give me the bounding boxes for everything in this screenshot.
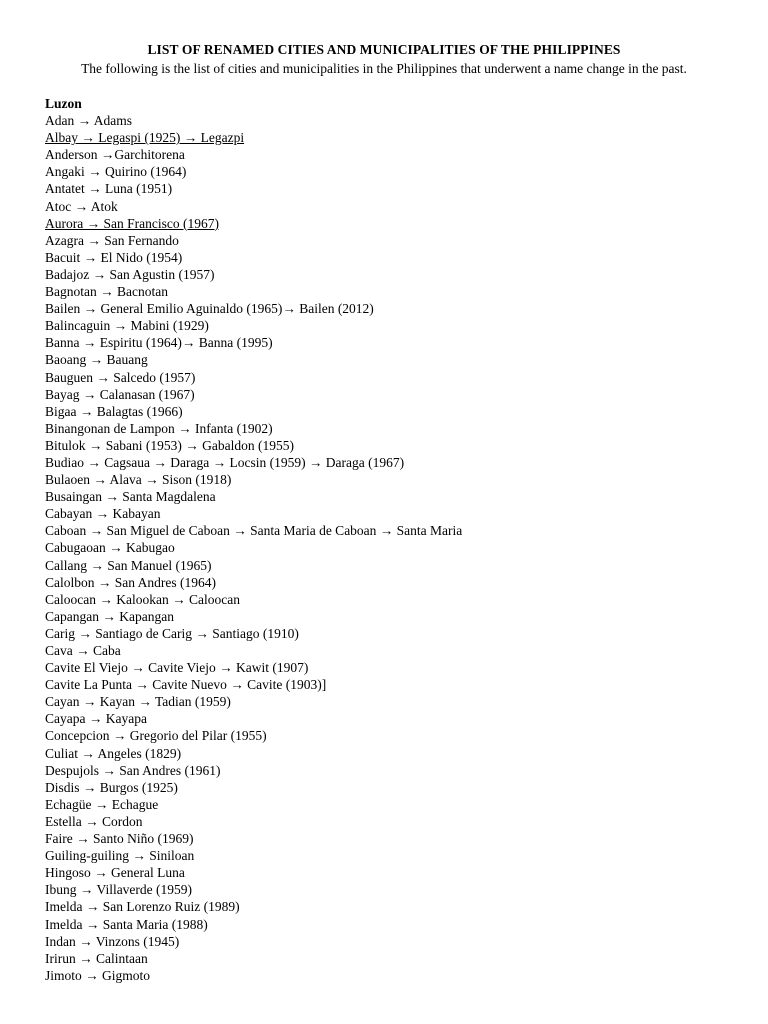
- document-title: LIST OF RENAMED CITIES AND MUNICIPALITIES OF THE PHILIPPINES: [147, 42, 621, 57]
- rename-entry: Badajoz → San Agustin (1957): [45, 266, 215, 282]
- rename-entry[interactable]: Aurora → San Francisco (1967): [45, 215, 219, 231]
- intro-paragraph: The following is the list of cities and municipalities in the Philippines that underwent a name change in the past.: [81, 61, 687, 76]
- rename-entry: Callang → San Manuel (1965): [45, 557, 212, 573]
- rename-entry: Bauguen → Salcedo (1957): [45, 369, 196, 385]
- rename-entry: Cabugaoan → Kabugao: [45, 540, 175, 556]
- rename-entry: Baoang → Bauang: [45, 352, 148, 368]
- rename-entry: Despujols → San Andres (1961): [45, 762, 221, 778]
- luzon-section: [0, 95, 768, 984]
- rename-entry: Anderson →Garchitorena: [45, 147, 185, 163]
- rename-entry: Cayapa → Kayapa: [45, 711, 147, 727]
- rename-entry: Antatet → Luna (1951): [45, 181, 173, 197]
- rename-entry: Estella → Cordon: [45, 813, 143, 829]
- rename-entry: Cava → Caba: [45, 643, 121, 658]
- rename-entry: Bagnotan → Bacnotan: [45, 284, 168, 300]
- rename-entry: Azagra → San Fernando: [45, 232, 179, 248]
- rename-entry: Hingoso → General Luna: [45, 865, 185, 881]
- rename-entry: Cayan → Kayan → Tadian (1959): [45, 694, 231, 710]
- rename-entry: Imelda → San Lorenzo Ruiz (1989): [45, 899, 240, 915]
- rename-entry: Ibung → Villaverde (1959): [45, 882, 193, 898]
- rename-entry: Jimoto → Gigmoto: [45, 967, 151, 983]
- rename-entry: Atoc → Atok: [45, 198, 118, 214]
- rename-entry: Busaingan → Santa Magdalena: [45, 489, 216, 505]
- rename-entry: Guiling-guiling → Siniloan: [45, 848, 195, 864]
- rename-entry: Bacuit → El Nido (1954): [45, 249, 183, 265]
- rename-entry: Disdis → Burgos (1925): [45, 779, 178, 795]
- rename-entry: Concepcion → Gregorio del Pilar (1955): [45, 728, 267, 744]
- rename-entry: Bulaoen → Alava → Sison (1918): [45, 472, 232, 488]
- rename-entry: Bayag → Calanasan (1967): [45, 386, 195, 402]
- rename-entry: Caloocan → Kalookan → Caloocan: [45, 591, 240, 607]
- rename-entry: Caboan → San Miguel de Caboan → Santa Maria de Caboan → Santa Maria: [45, 523, 463, 539]
- rename-entry: Budiao → Cagsaua → Daraga → Locsin (1959) → Daraga (1967): [45, 454, 405, 470]
- rename-entry: Calolbon → San Andres (1964): [45, 574, 216, 590]
- rename-entry: Carig → Santiago de Carig → Santiago (1910): [45, 625, 299, 641]
- rename-entry: Balincaguin → Mabini (1929): [45, 318, 209, 334]
- rename-list: [45, 112, 768, 984]
- rename-entry: Banna → Espiritu (1964)→ Banna (1995): [45, 335, 273, 351]
- rename-entry: Echagüe → Echague: [45, 796, 159, 812]
- section-heading: Luzon: [45, 96, 82, 111]
- rename-entry: Cavite La Punta → Cavite Nuevo → Cavite (1903)]: [45, 677, 327, 693]
- rename-entry: Capangan → Kapangan: [45, 608, 174, 624]
- rename-entry: Bailen → General Emilio Aguinaldo (1965)→ Bailen (2012): [45, 301, 374, 317]
- rename-entry: Faire → Santo Niño (1969): [45, 831, 194, 847]
- rename-entry: Angaki → Quirino (1964): [45, 164, 187, 180]
- rename-entry: Bigaa → Balagtas (1966): [45, 403, 183, 419]
- rename-entry: Binangonan de Lampon → Infanta (1902): [45, 420, 273, 436]
- rename-entry: Adan → Adams: [45, 113, 132, 129]
- rename-entry: Irirun → Calintaan: [45, 950, 148, 966]
- rename-entry: Culiat → Angeles (1829): [45, 745, 182, 761]
- rename-entry: Cavite El Viejo → Cavite Viejo → Kawit (1907): [45, 660, 309, 676]
- rename-entry: Bitulok → Sabani (1953) → Gabaldon (1955): [45, 437, 294, 453]
- rename-entry: Indan → Vinzons (1945): [45, 933, 180, 949]
- rename-entry[interactable]: Albay → Legaspi (1925) → Legazpi: [45, 130, 245, 146]
- rename-entry: Cabayan → Kabayan: [45, 506, 161, 522]
- rename-entry: Imelda → Santa Maria (1988): [45, 916, 208, 932]
